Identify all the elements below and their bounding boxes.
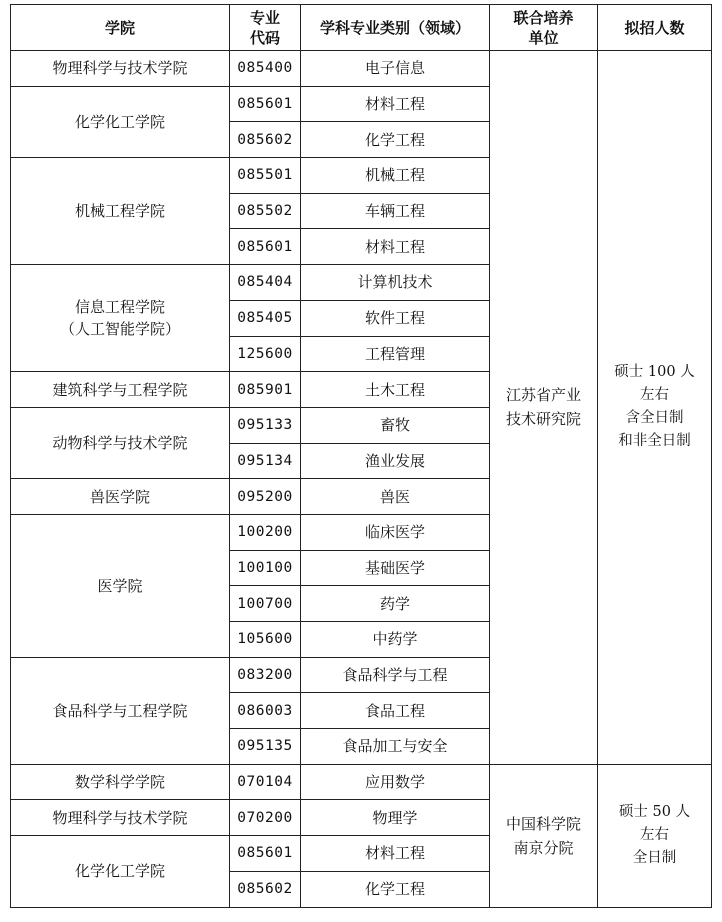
- category-cell: 基础医学: [301, 550, 490, 586]
- unit-line: 技术研究院: [505, 410, 581, 429]
- quota-line: 硕士 100 人: [614, 364, 695, 381]
- unit-line: 南京分院: [513, 838, 574, 857]
- header-quota: 拟招人数: [598, 5, 712, 51]
- category-cell: 材料工程: [301, 86, 490, 122]
- college-cell: [11, 265, 230, 372]
- college-cell: 动物科学与技术学院: [11, 407, 230, 478]
- major-code-cell: 085502: [230, 193, 301, 229]
- category-cell: 物理学: [301, 800, 490, 836]
- college-cell: 化学化工学院: [11, 86, 230, 157]
- category-cell: 应用数学: [301, 764, 490, 800]
- category-cell: 畜牧: [301, 407, 490, 443]
- category-cell: 机械工程: [301, 158, 490, 194]
- category-cell: 化学工程: [301, 871, 490, 907]
- major-code-cell: 085400: [230, 51, 301, 87]
- header-category: 学科专业类别（领域）: [301, 5, 490, 51]
- college-cell: 兽医学院: [11, 479, 230, 515]
- college-cell: 物理科学与技术学院: [11, 800, 230, 836]
- unit-line: 中国科学院: [505, 814, 581, 833]
- major-code-cell: 085602: [230, 871, 301, 907]
- unit-line: 江苏省产业: [505, 386, 581, 405]
- college-cell: 机械工程学院: [11, 158, 230, 265]
- college-cell: 食品科学与工程学院: [11, 657, 230, 764]
- joint-unit-cell-jiangsu: [490, 51, 598, 765]
- quota-line: 和非全日制: [618, 433, 691, 450]
- major-code-cell: 085405: [230, 300, 301, 336]
- major-code-cell: 085601: [230, 229, 301, 265]
- major-code-cell: 070200: [230, 800, 301, 836]
- category-cell: 渔业发展: [301, 443, 490, 479]
- category-cell: 土木工程: [301, 372, 490, 408]
- major-code-cell: 085901: [230, 372, 301, 408]
- major-code-cell: 095133: [230, 407, 301, 443]
- category-cell: 软件工程: [301, 300, 490, 336]
- major-code-cell: 095135: [230, 729, 301, 765]
- category-cell: 工程管理: [301, 336, 490, 372]
- header-unit-line2: 单位: [528, 28, 559, 47]
- table-row: [11, 51, 712, 87]
- major-code-cell: 100700: [230, 586, 301, 622]
- category-cell: 中药学: [301, 622, 490, 658]
- college-line: （人工智能学院）: [59, 320, 180, 339]
- header-major-code: [230, 5, 301, 51]
- category-cell: 临床医学: [301, 514, 490, 550]
- quota-line: 全日制: [632, 850, 677, 867]
- category-cell: 计算机技术: [301, 265, 490, 301]
- major-code-cell: 100200: [230, 514, 301, 550]
- category-cell: 食品科学与工程: [301, 657, 490, 693]
- major-code-cell: 105600: [230, 622, 301, 658]
- category-cell: 兽医: [301, 479, 490, 515]
- college-cell: 医学院: [11, 514, 230, 657]
- major-code-cell: 085501: [230, 158, 301, 194]
- major-code-cell: 085602: [230, 122, 301, 158]
- college-line: 信息工程学院: [74, 298, 165, 317]
- quota-cell-jiangsu: [598, 51, 712, 765]
- enrollment-table: [10, 4, 712, 908]
- quota-line: 硕士 50 人: [618, 804, 691, 821]
- category-cell: 药学: [301, 586, 490, 622]
- category-cell: 食品加工与安全: [301, 729, 490, 765]
- major-code-cell: 095200: [230, 479, 301, 515]
- major-code-cell: 085601: [230, 86, 301, 122]
- college-cell: 数学科学学院: [11, 764, 230, 800]
- major-code-cell: 100100: [230, 550, 301, 586]
- category-cell: 电子信息: [301, 51, 490, 87]
- college-cell: 建筑科学与工程学院: [11, 372, 230, 408]
- major-code-cell: 085601: [230, 836, 301, 872]
- header-row: [11, 5, 712, 51]
- table-row: [11, 764, 712, 800]
- major-code-cell: 083200: [230, 657, 301, 693]
- college-cell: 化学化工学院: [11, 836, 230, 907]
- major-code-cell: 086003: [230, 693, 301, 729]
- header-joint-unit: [490, 5, 598, 51]
- joint-unit-cell-cas: [490, 764, 598, 907]
- quota-line: 左右: [640, 827, 669, 844]
- header-college: 学院: [11, 5, 230, 51]
- category-cell: 化学工程: [301, 122, 490, 158]
- quota-cell-cas: [598, 764, 712, 907]
- category-cell: 车辆工程: [301, 193, 490, 229]
- category-cell: 材料工程: [301, 229, 490, 265]
- major-code-cell: 095134: [230, 443, 301, 479]
- major-code-cell: 085404: [230, 265, 301, 301]
- quota-line: 左右: [640, 387, 669, 404]
- major-code-cell: 070104: [230, 764, 301, 800]
- quota-line: 含全日制: [625, 410, 684, 427]
- major-code-cell: 125600: [230, 336, 301, 372]
- header-code-line2: 代码: [249, 28, 280, 47]
- category-cell: 食品工程: [301, 693, 490, 729]
- header-unit-line1: 联合培养: [513, 8, 574, 27]
- header-code-line1: 专业: [249, 8, 280, 27]
- category-cell: 材料工程: [301, 836, 490, 872]
- college-cell: 物理科学与技术学院: [11, 51, 230, 87]
